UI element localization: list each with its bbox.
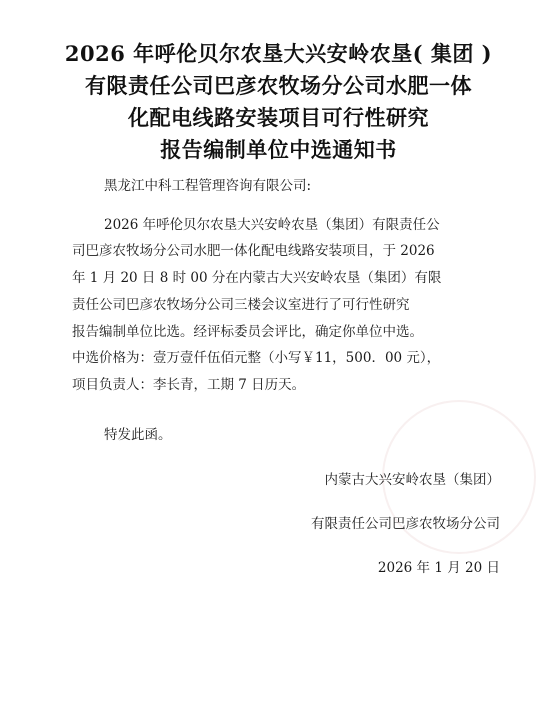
- document-title-line-1: 2026 年呼伦贝尔农垦大兴安岭农垦( 集团 ): [64, 41, 493, 66]
- document-title-line-3: 化配电线路安装项目可行性研究: [128, 105, 429, 130]
- body-line-3: 年 1 月 20 日 8 时 00 分在内蒙古大兴安岭农垦（集团）有限: [72, 270, 442, 286]
- closing-remark: 特发此函。: [104, 427, 172, 443]
- document-title-line-4: 报告编制单位中选通知书: [160, 137, 397, 162]
- signature-org-line-1: 内蒙古大兴安岭农垦（集团）: [324, 472, 500, 488]
- recipient-salutation: 黑龙江中科工程管理咨询有限公司:: [104, 178, 312, 194]
- body-line-7-manager: 项目负责人：李长青，工期 7 日历天。: [72, 377, 306, 393]
- body-line-6-price: 中选价格为：壹万壹仟伍佰元整（小写￥11，500．00 元），: [72, 350, 441, 366]
- document-title-line-2: 有限责任公司巴彦农牧场分公司水肥一体: [85, 73, 472, 98]
- signature-date: 2026 年 1 月 20 日: [377, 560, 500, 576]
- signature-org-line-2: 有限责任公司巴彦农牧场分公司: [311, 516, 500, 532]
- body-line-2: 司巴彦农牧场分公司水肥一体化配电线路安装项目，于 2026: [72, 243, 435, 259]
- body-line-1: 2026 年呼伦贝尔农垦大兴安岭农垦（集团）有限责任公: [104, 217, 440, 233]
- body-line-5: 报告编制单位比选。经评标委员会评比，确定你单位中选。: [72, 324, 423, 340]
- body-line-4: 责任公司巴彦农牧场分公司三楼会议室进行了可行性研究: [72, 297, 410, 313]
